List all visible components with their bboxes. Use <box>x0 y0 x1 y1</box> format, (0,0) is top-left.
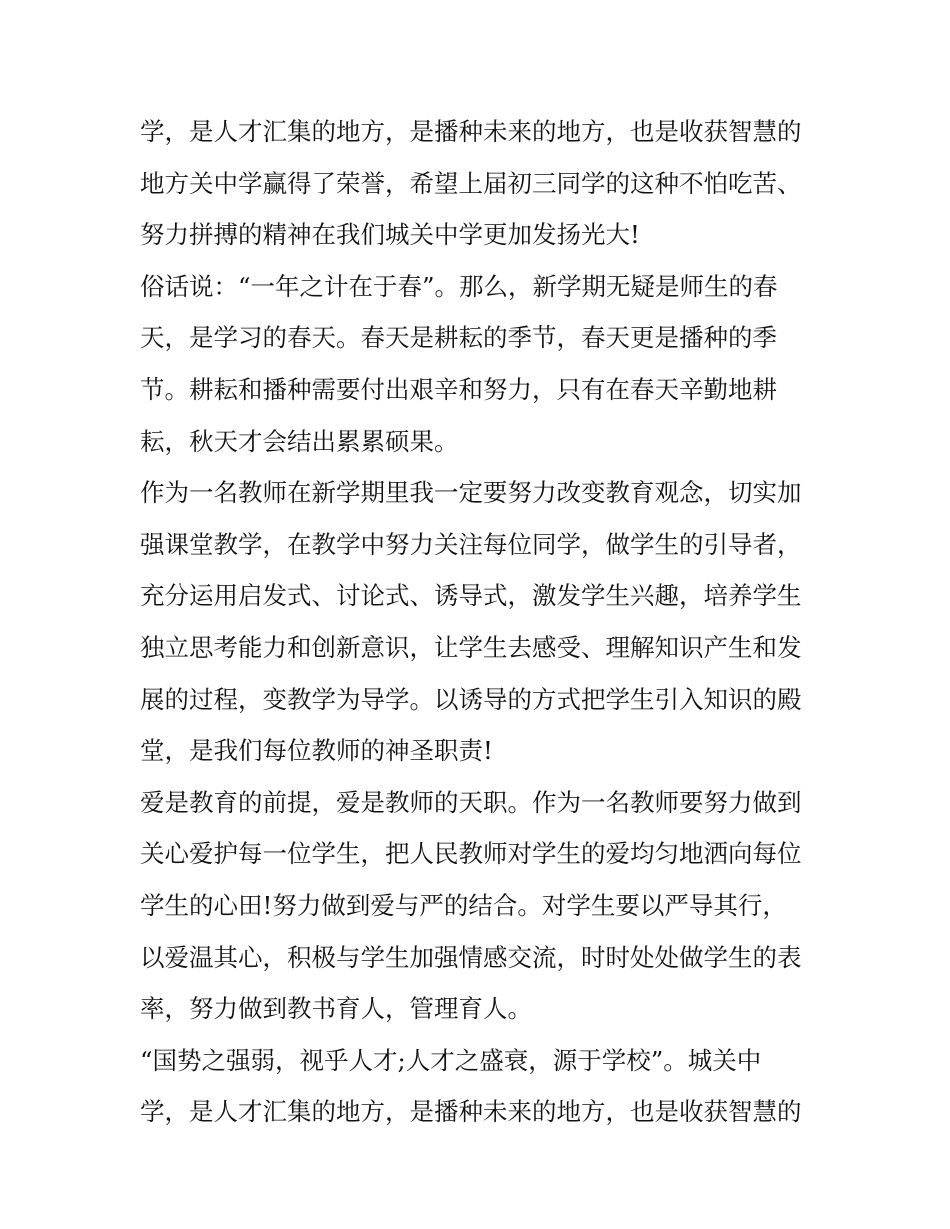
text-line-1: 学，是人才汇集的地方，是播种未来的地方，也是收获智慧的 <box>140 117 802 146</box>
text-line-3: 努力拼搏的精神在我们城关中学更加发扬光大! <box>140 220 640 250</box>
text-line-9: 强课堂教学，在教学中努力关注每位同学，做学生的引导者， <box>140 529 802 559</box>
text-line-4: 俗话说：“一年之计在于春”。那么，新学期无疑是师生的春 <box>140 271 778 301</box>
text-line-12: 展的过程，变教学为导学。以诱导的方式把学生引入知识的殿 <box>140 684 802 714</box>
text-line-5: 天，是学习的春天。春天是耕耘的季节，春天更是播种的季 <box>140 323 777 353</box>
text-line-13: 堂，是我们每位教师的神圣职责! <box>140 736 493 766</box>
text-line-20: 学，是人才汇集的地方，是播种未来的地方，也是收获智慧的 <box>140 1097 802 1127</box>
text-line-10: 充分运用启发式、讨论式、诱导式，激发学生兴趣，培养学生 <box>140 581 802 611</box>
text-line-11: 独立思考能力和创新意识，让学生去感受、理解知识产生和发 <box>140 632 802 662</box>
text-line-6: 节。耕耘和播种需要付出艰辛和努力，只有在春天辛勤地耕 <box>140 374 777 404</box>
text-line-2: 地方关中学赢得了荣誉，希望上届初三同学的这种不怕吃苦、 <box>140 168 802 198</box>
text-line-15: 关心爱护每一位学生，把人民教师对学生的爱均匀地洒向每位 <box>140 839 802 869</box>
text-line-14: 爱是教育的前提，爱是教师的天职。作为一名教师要努力做到 <box>140 787 802 817</box>
text-line-16: 学生的心田!努力做到爱与严的结合。对学生要以严导其行， <box>140 890 787 920</box>
text-line-19: “国势之强弱，视乎人才;人才之盛衰，源于学校”。城关中 <box>140 1045 762 1075</box>
document-body <box>140 106 820 1138</box>
text-line-7: 耘，秋天才会结出累累硕果。 <box>140 426 459 456</box>
text-line-18: 率，努力做到教书育人，管理育人。 <box>140 994 532 1024</box>
text-line-8: 作为一名教师在新学期里我一定要努力改变教育观念，切实加 <box>140 478 802 508</box>
text-line-17: 以爱温其心，积极与学生加强情感交流，时时处处做学生的表 <box>140 942 802 972</box>
